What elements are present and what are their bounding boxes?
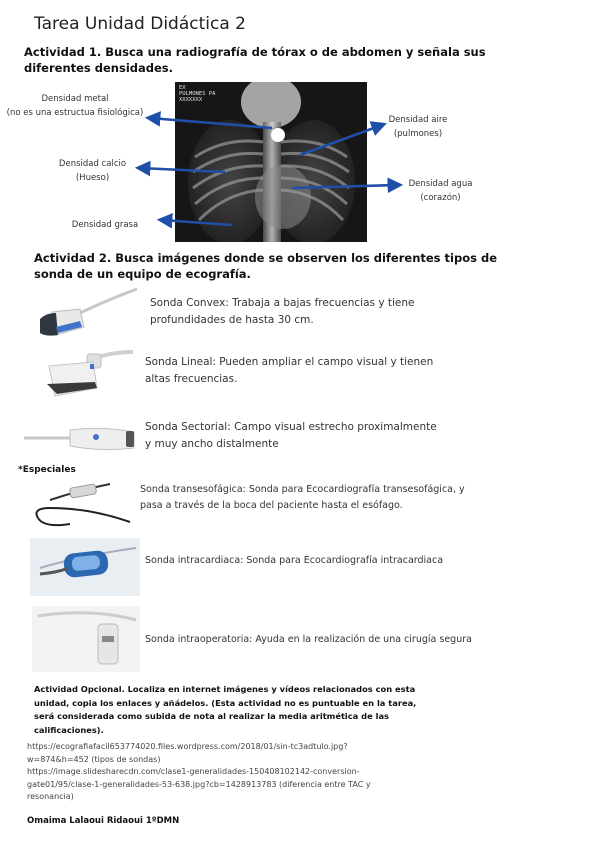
optional-activity [34,683,434,737]
density-arrows [0,0,600,260]
author-name: Omaima Lalaoui Ridaoui 1ºDMN [27,816,180,826]
optional-line3: será considerada como subida de nota al realizar la media aritmética de las [34,711,389,721]
arrow-agua [292,185,398,188]
page-title: Tarea Unidad Didáctica 2 [34,14,246,34]
label-agua-line1: Densidad agua [408,179,473,189]
probe-intracardiac-text: Sonda intracardiaca: Sonda para Ecocardiografía intracardiaca [145,555,444,566]
arrow-metal [150,118,272,128]
xray-header-line3: XXXXXXX [179,97,203,103]
activity-2-heading: Actividad 2. Busca imágenes donde se observen los diferentes tipos de sonda de un equipo de ecografía. [34,251,497,281]
intracardiac-probe-image [30,538,140,596]
xray-header-line1: EX [179,85,186,91]
probe-transesophageal-text [140,482,485,514]
probe-convex-text [150,295,450,329]
optional-line2: unidad, copia los enlaces y añádelos. (Esta actividad no es puntuable en la tarea, [34,697,417,708]
label-aire-line2: (pulmones) [393,129,443,139]
probe-lineal-line1: Sonda Lineal: Pueden ampliar el campo visual y tienen [145,356,434,368]
optional-line4: calificaciones). [34,724,104,735]
label-calcio-line1: Densidad calcio [58,159,127,169]
probe-convex-line2: profundidades de hasta 30 cm. [150,314,314,326]
convex-probe-image [32,287,140,345]
link-1-line1[interactable]: https://ecografiafacil653774020.files.wordpress.com/2018/01/sin-tc3adtulo.jpg? [27,742,348,751]
intraoperative-probe-drawing [32,606,140,672]
arrow-calcio [140,168,225,172]
probe-transesophageal-line2: pasa a través de la boca del paciente hasta el esófago. [140,500,403,511]
link-2-line1[interactable]: https://image.slidesharecdn.com/clase1-generalidades-150408102142-conversion- [27,767,360,776]
probe-lineal-line2: altas frecuencias. [145,373,238,385]
arrow-grasa [162,220,232,225]
sectorial-probe-image [22,420,137,458]
especiales-label: *Especiales [18,465,76,475]
xray-header-line2: PULMONES PA [179,91,216,97]
sectorial-probe-drawing [22,420,137,458]
probe-lineal-text [145,354,455,388]
optional-line1: Actividad Opcional. Localiza en internet imágenes y vídeos relacionados con esta [34,684,416,694]
label-calcio-line2: (Hueso) [75,173,110,183]
lineal-probe-drawing [35,348,135,408]
label-metal-line2: (no es una estructua fisiológica) [6,108,144,118]
label-density-grasa: Densidad grasa [71,220,139,230]
transesophageal-probe-drawing [30,478,140,530]
convex-probe-drawing [32,287,140,345]
intracardiac-probe-drawing [30,538,140,596]
probe-transesophageal-line1: Sonda transesofágica: Sonda para Ecocardiografía transesofágica, y [140,484,465,495]
probe-sectorial-line2: y muy ancho distalmente [145,438,279,450]
links-block [27,741,407,804]
intraoperative-probe-image [32,606,140,672]
link-1-line2[interactable]: w=874&h=452 (tipos de sondas) [27,754,161,764]
probe-sectorial-text [145,419,455,453]
label-agua-line2: (corazón) [420,193,461,203]
probe-convex-line1: Sonda Convex: Trabaja a bajas frecuencias y tiene [150,297,415,309]
lineal-probe-image [35,348,135,408]
activity-1-heading: Actividad 1. Busca una radiografía de tórax o de abdomen y señala sus diferentes densidades. [24,45,486,75]
link-2-line2[interactable]: gate01/95/clase-1-generalidades-53-638.jpg?cb=1428913783 (diferencia entre TAC y [27,779,371,789]
arrow-aire [300,125,382,155]
probe-intraoperative-text: Sonda intraoperatoria: Ayuda en la realización de una cirugía segura [145,634,472,645]
transesophageal-probe-image [30,478,140,530]
probe-sectorial-line1: Sonda Sectorial: Campo visual estrecho proximalmente [145,421,437,433]
link-2-line3[interactable]: resonancia) [27,792,74,801]
label-metal-line1: Densidad metal [41,94,109,104]
label-aire-line1: Densidad aire [388,115,448,125]
